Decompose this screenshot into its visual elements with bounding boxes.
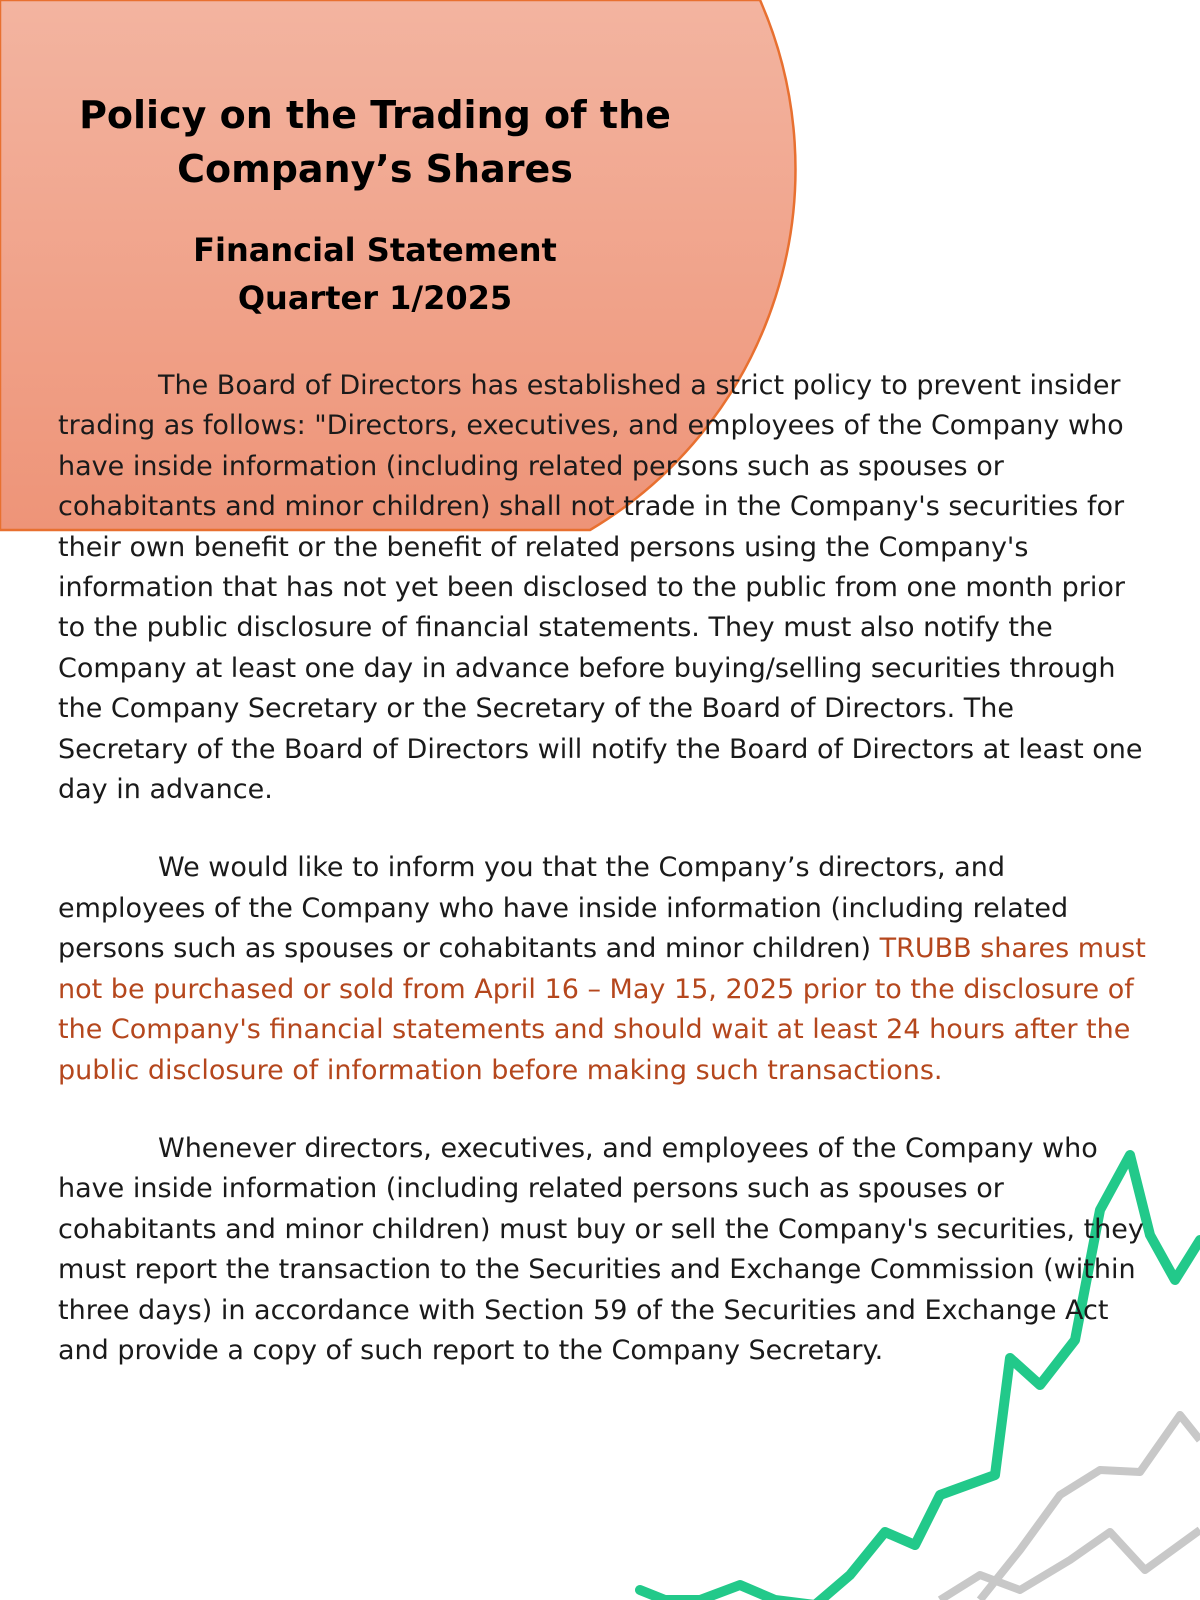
paragraph-notice: [58, 848, 1148, 1090]
title-line-1: Policy on the Trading of the: [79, 93, 671, 137]
title-line-2: Company’s Shares: [177, 147, 573, 191]
paragraph-policy-text: The Board of Directors has established a strict policy to prevent insider trading as follows: "Directors, executives, and employees of the Company who have inside information (including related persons such as spouses or cohabitants and minor children) shall not trade in the Company's securities for their own benefit or the benefit of related persons using the Company's information that has not yet been disclosed to the public from one month prior to the public disclosure of financial statements. They must also notify the Company at least one day in advance before buying/selling securities through the Company Secretary or the Secretary of the Board of Directors. The Secretary of the Board of Directors will notify the Board of Directors at least one day in advance.: [58, 370, 1143, 806]
page-subtitle: [60, 226, 690, 322]
title-block: [60, 88, 690, 322]
gray-trend-line-upper: [980, 1415, 1200, 1600]
paragraph-policy: [58, 366, 1148, 810]
trading-blackout-notice: TRUBB shares must not be purchased or sold from April 16 – May 15, 2025 prior to the disclosure of the Company's financial statements and should wait at least 24 hours after the public disclosure of information before making such transactions.: [58, 933, 1146, 1086]
paragraph-reporting-text: Whenever directors, executives, and employees of the Company who have inside information (including related persons such as spouses or cohabitants and minor children) must buy or sell the Company's securities, they must report the transaction to the Securities and Exchange Commission (within three days) in accordance with Section 59 of the Securities and Exchange Act and provide a copy of such report to the Company Secretary.: [58, 1132, 1144, 1366]
subtitle-line-1: Financial Statement: [193, 231, 557, 269]
page-title: [60, 88, 690, 196]
document-body: [58, 366, 1148, 1371]
paragraph-reporting: [58, 1129, 1148, 1371]
paragraph-notice-intro: We would like to inform you that the Company’s directors, and employees of the Company who have inside information (including related persons such as spouses or cohabitants and minor children): [58, 852, 1069, 965]
subtitle-line-2: Quarter 1/2025: [237, 279, 513, 317]
gray-trend-line-lower: [940, 1530, 1200, 1600]
